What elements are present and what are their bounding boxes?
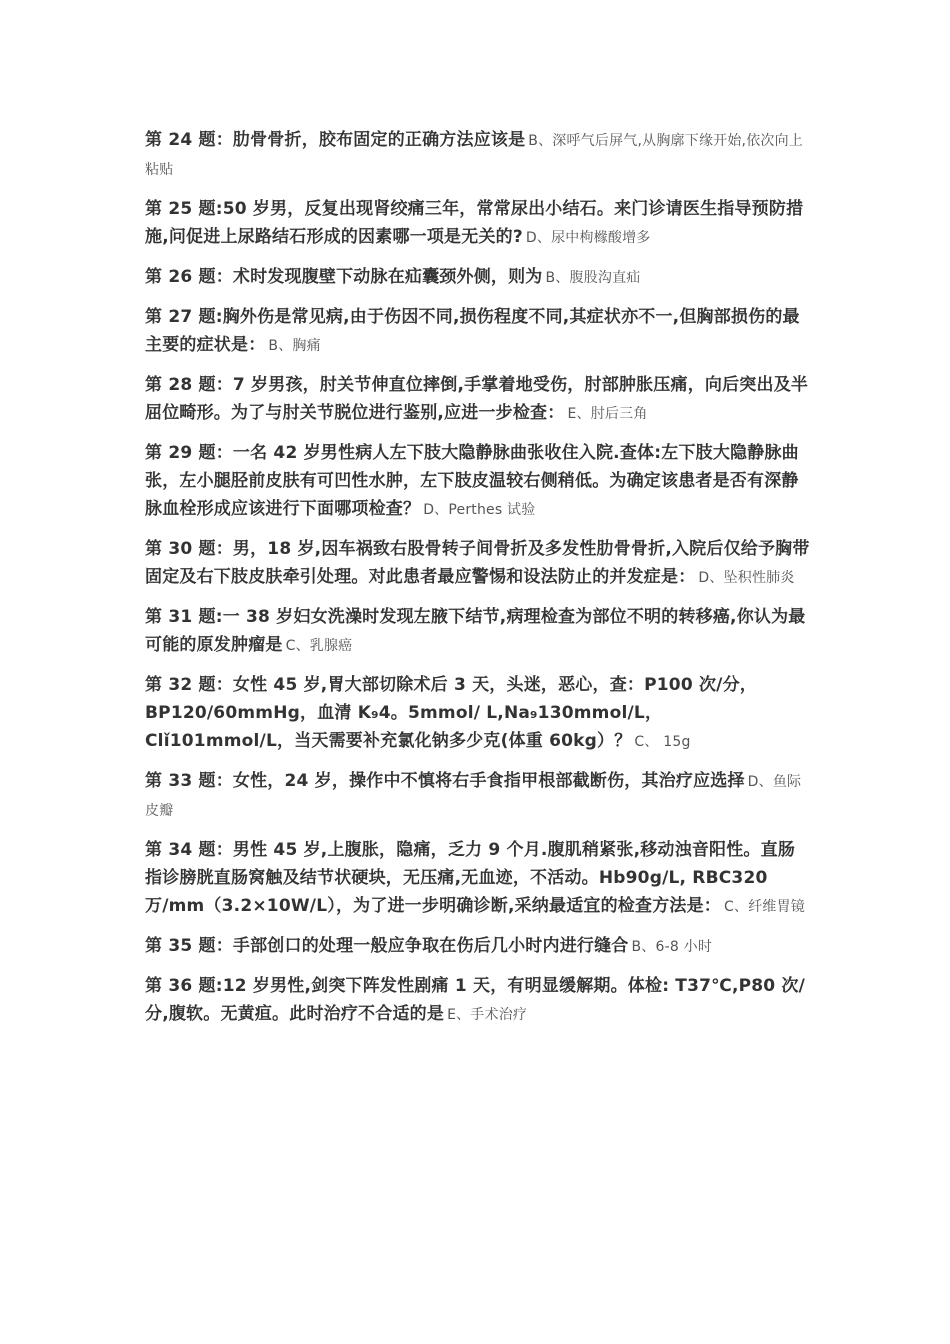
question-34 [145,836,810,921]
question-stem: 第 35 题：手部创口的处理一般应争取在伤后几小时内进行缝合 [145,936,629,956]
question-stem: 第 27 题:胸外伤是常见病,由于伤因不同,损伤程度不同,其症状亦不一,但胸部损伤的最主要的症状是： [145,307,800,355]
question-27 [145,303,810,360]
question-stem: 第 33 题：女性，24 岁，操作中不慎将右手食指甲根部截断伤，其治疗应选择 [145,771,745,791]
question-stem: 第 28 题：7 岁男孩，肘关节伸直位摔倒,手掌着地受伤，肘部肿胀压痛，向后突出及半屈位畸形。为了与肘关节脱位进行鉴别,应进一步检查： [145,375,809,423]
question-answer: B、胸痛 [268,338,321,354]
question-33 [145,767,810,825]
question-answer: B、腹股沟直疝 [545,270,641,286]
question-29 [145,439,810,524]
question-stem: 第 30 题：男，18 岁,因车祸致右股骨转子间骨折及多发性肋骨骨折,入院后仅给予胸带固定及右下肢皮肤牵引处理。对此患者最应警惕和设法防止的并发症是： [145,539,810,587]
document-page [145,126,810,1040]
question-answer: C、纤维胃镜 [724,899,805,915]
question-30 [145,535,810,592]
question-stem: 第 25 题:50 岁男，反复出现肾绞痛三年，常常尿出小结石。来门诊请医生指导预防措施,问促进上尿路结石形成的因素哪一项是无关的? [145,199,804,247]
question-stem: 第 32 题：女性 45 岁,胃大部切除术后 3 天，头迷，恶心，查：P100 次/分，BP120/60mmHg，血清 K₉4。5mmol/ L,Na₉130mmol/L，Clǐ101mmol/L，当天需要补充氯化钠多少克(体重 60kg）？ [145,675,757,751]
question-answer: C、乳腺癌 [285,638,353,654]
question-25 [145,195,810,252]
question-28 [145,371,810,428]
question-answer: B、6-8 小时 [631,939,713,955]
question-answer: E、肘后三角 [567,406,648,422]
question-stem: 第 29 题：一名 42 岁男性病人左下肢大隐静脉曲张收住入院.查体:左下肢大隐静脉曲张，左小腿胫前皮肤有可凹性水肿，左下肢皮温较右侧稍低。为确定该患者是否有深静脉血栓形成应该进行下面哪项检查？ [145,443,799,519]
question-32 [145,671,810,756]
question-answer: D、坠积性肺炎 [698,570,795,586]
question-answer: C、 15g [634,734,691,750]
question-26 [145,263,810,292]
question-stem: 第 26 题：术时发现腹壁下动脉在疝囊颈外侧，则为 [145,267,543,287]
question-31 [145,603,810,660]
question-24 [145,126,810,184]
question-answer: B、深呼气后屏气,从胸廓下缘开始,依次向上粘贴 [145,133,804,178]
question-answer: E、手术治疗 [447,1007,528,1023]
question-stem: 第 36 题:12 岁男性,剑突下阵发性剧痛 1 天，有明显缓解期。体检: T37℃,P80 次/分,腹软。无黄疸。此时治疗不合适的是 [145,976,806,1024]
question-answer: D、Perthes 试验 [423,502,536,518]
question-stem: 第 34 题：男性 45 岁,上腹胀，隐痛，乏力 9 个月.腹肌稍紧张,移动浊音阳性。直肠指诊膀胱直肠窝触及结节状硬块，无压痛,无血迹，不活动。Hb90g/L, RBC320 万/mm（3.2×10W/L），为了进一步明确诊断,采纳最适宜的检查方法是： [145,840,796,916]
question-answer: D、尿中枸橼酸增多 [525,230,651,246]
question-stem: 第 24 题：肋骨骨折，胶布固定的正确方法应该是 [145,130,526,150]
question-36 [145,972,810,1029]
question-35 [145,932,810,961]
question-stem: 第 31 题:一 38 岁妇女洗澡时发现左腋下结节,病理检查为部位不明的转移癌,你认为最可能的原发肿瘤是 [145,607,806,655]
question-answer: D、鱼际皮瓣 [145,774,802,819]
